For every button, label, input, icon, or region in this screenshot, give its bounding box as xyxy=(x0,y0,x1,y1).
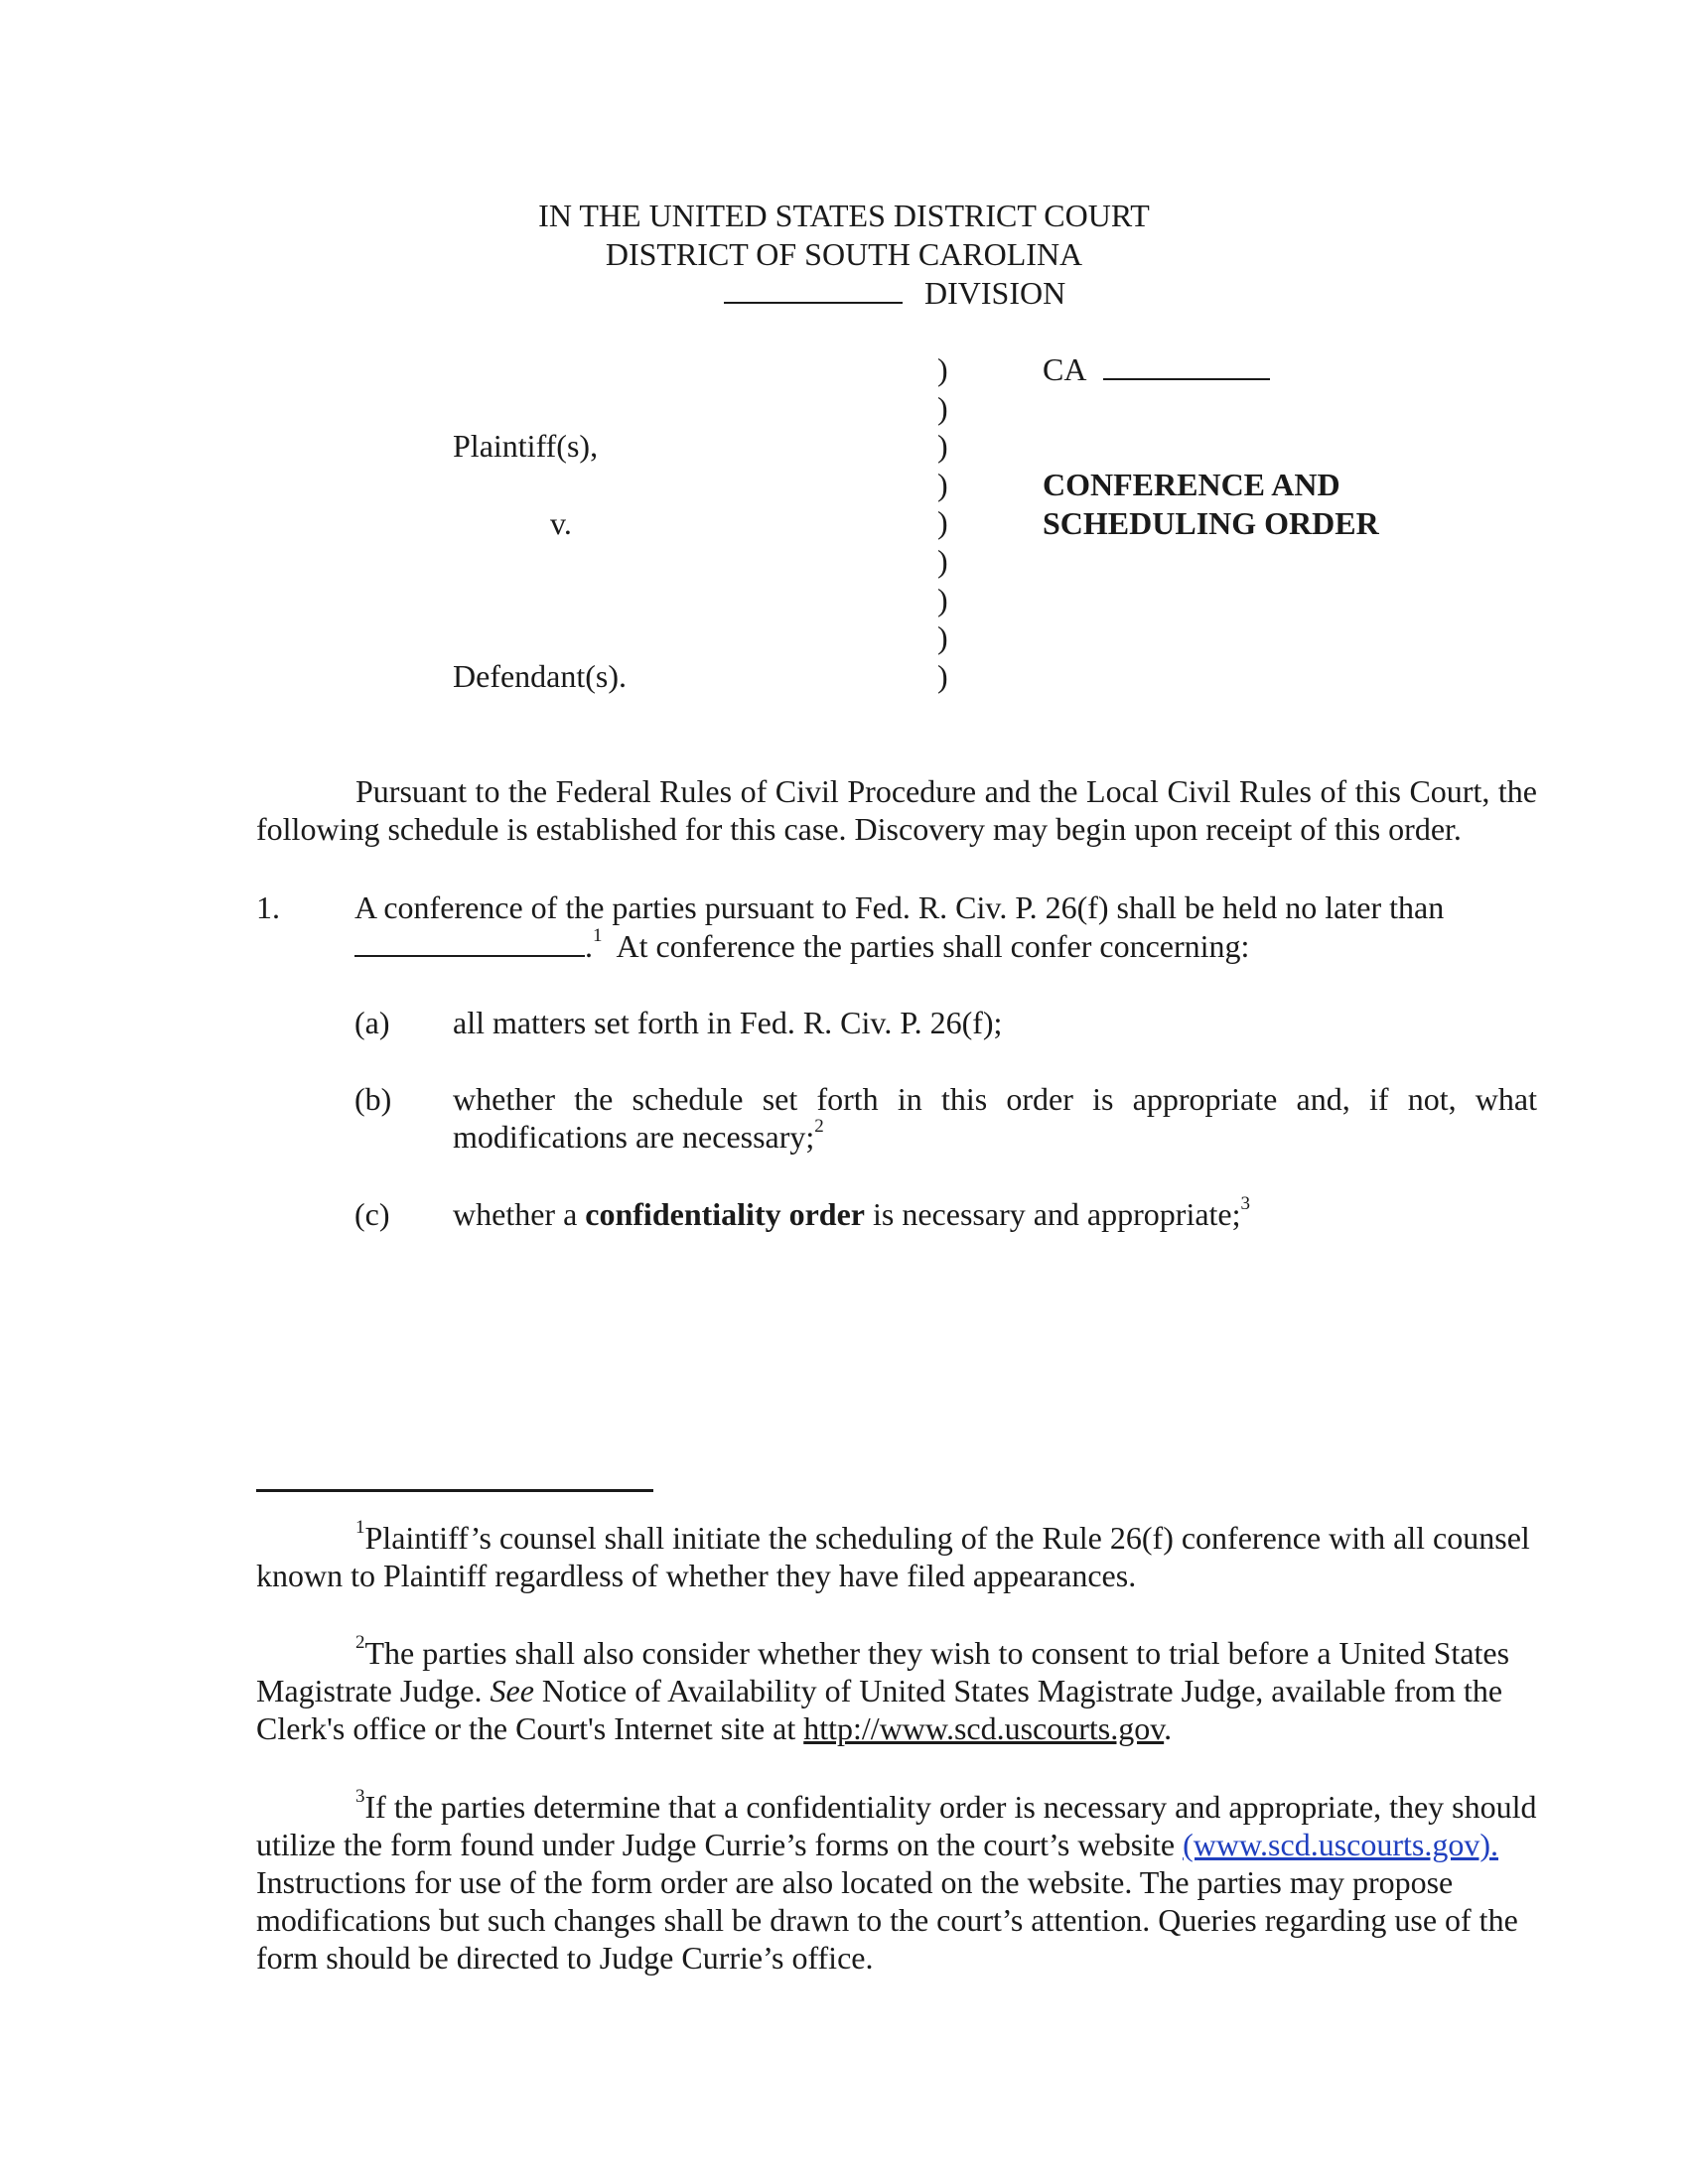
item-1-line2 xyxy=(354,927,1249,965)
paren: ) xyxy=(937,428,948,465)
footnote-3-number: 3 xyxy=(355,1786,365,1808)
division-label: DIVISION xyxy=(924,275,1066,311)
footnote-ref-2[interactable]: 2 xyxy=(814,1116,824,1138)
subitem-b-text xyxy=(453,1080,1537,1156)
plaintiff-label: Plaintiff(s), xyxy=(453,428,599,464)
subitem-c-text xyxy=(453,1195,1250,1233)
subitem-c-bold: confidentiality order xyxy=(585,1196,865,1232)
footnote-2-text-a: The parties shall also consider whether they wish to consent to trial before a United States Magistrate Judge. xyxy=(256,1635,1510,1708)
paren: ) xyxy=(937,351,948,387)
paren: ) xyxy=(937,581,948,617)
footnote-3-text-a: If the parties determine that a confidentiality order is necessary and appropriate, they should utilize the form found under Judge Currie’s forms on the court’s website xyxy=(256,1789,1537,1862)
footnote-2 xyxy=(256,1634,1537,1747)
subitem-a-text: all matters set forth in Fed. R. Civ. P. 26(f); xyxy=(453,1005,1003,1040)
item-1-text: A conference of the parties pursuant to Fed. R. Civ. P. 26(f) shall be held no later than xyxy=(354,889,1445,925)
versus-label: v. xyxy=(550,505,572,541)
footnote-ref-3[interactable]: 3 xyxy=(1240,1193,1251,1215)
subitem-b-body: whether the schedule set forth in this order is appropriate and, if not, what modifications are necessary; xyxy=(453,1081,1537,1155)
case-number xyxy=(1043,350,1270,388)
website-link[interactable]: (www.scd.uscourts.gov). xyxy=(1183,1827,1498,1862)
paren: ) xyxy=(937,657,948,694)
subitem-a-label: (a) xyxy=(354,1005,390,1040)
defendant-label: Defendant(s). xyxy=(453,658,628,694)
subitem-c-post: is necessary and appropriate; xyxy=(865,1196,1241,1232)
footnote-2-text-b: Notice of Availability of United States Magistrate Judge, available from the Clerk's office or the Court's Internet site at xyxy=(256,1673,1503,1746)
district-name: DISTRICT OF SOUTH CAROLINA xyxy=(605,236,1083,272)
order-title-line2: SCHEDULING ORDER xyxy=(1043,505,1379,541)
conference-date-blank[interactable] xyxy=(354,929,585,957)
court-name: IN THE UNITED STATES DISTRICT COURT xyxy=(538,198,1150,233)
paren: ) xyxy=(937,389,948,426)
intro-paragraph: Pursuant to the Federal Rules of Civil Procedure and the Local Civil Rules of this Court, the following schedule is established for this case. Discovery may begin upon receipt of this order. xyxy=(256,773,1537,847)
case-number-blank[interactable] xyxy=(1103,352,1270,380)
item-1-number: 1. xyxy=(256,889,280,925)
footnote-1 xyxy=(256,1519,1537,1594)
ca-label: CA xyxy=(1043,351,1085,387)
footnote-separator xyxy=(256,1489,653,1492)
order-title-line1: CONFERENCE AND xyxy=(1043,467,1340,502)
paren: ) xyxy=(937,466,948,502)
paren: ) xyxy=(937,542,948,579)
caption-parentheses xyxy=(937,350,948,695)
footnote-1-text: Plaintiff’s counsel shall initiate the scheduling of the Rule 26(f) conference with all counsel known to Plaintiff regardless of whether they have filed appearances. xyxy=(256,1520,1530,1593)
footnote-3 xyxy=(256,1788,1537,1977)
paren: ) xyxy=(937,504,948,541)
subitem-c-pre: whether a xyxy=(453,1196,586,1232)
footnote-2-number: 2 xyxy=(355,1632,365,1654)
footnote-2-end: . xyxy=(1164,1710,1173,1746)
item-1-text-b: At conference the parties shall confer concerning: xyxy=(616,928,1250,964)
court-website-link[interactable]: http://www.scd.uscourts.gov xyxy=(803,1710,1165,1746)
footnote-3-text-b: Instructions for use of the form order are also located on the website. The parties may propose modifications but such changes shall be drawn to the court’s attention. Queries regarding use of the form should be directed to Judge Currie’s office. xyxy=(256,1864,1518,1976)
subitem-c-label: (c) xyxy=(354,1196,390,1232)
division-line xyxy=(724,274,1065,312)
footnote-2-see: See xyxy=(490,1673,534,1708)
subitem-b-label: (b) xyxy=(354,1081,392,1117)
footnote-1-number: 1 xyxy=(355,1517,365,1539)
period: . xyxy=(585,928,593,964)
division-blank[interactable] xyxy=(724,276,903,304)
footnote-ref-1[interactable]: 1 xyxy=(593,925,603,947)
paren: ) xyxy=(937,619,948,656)
